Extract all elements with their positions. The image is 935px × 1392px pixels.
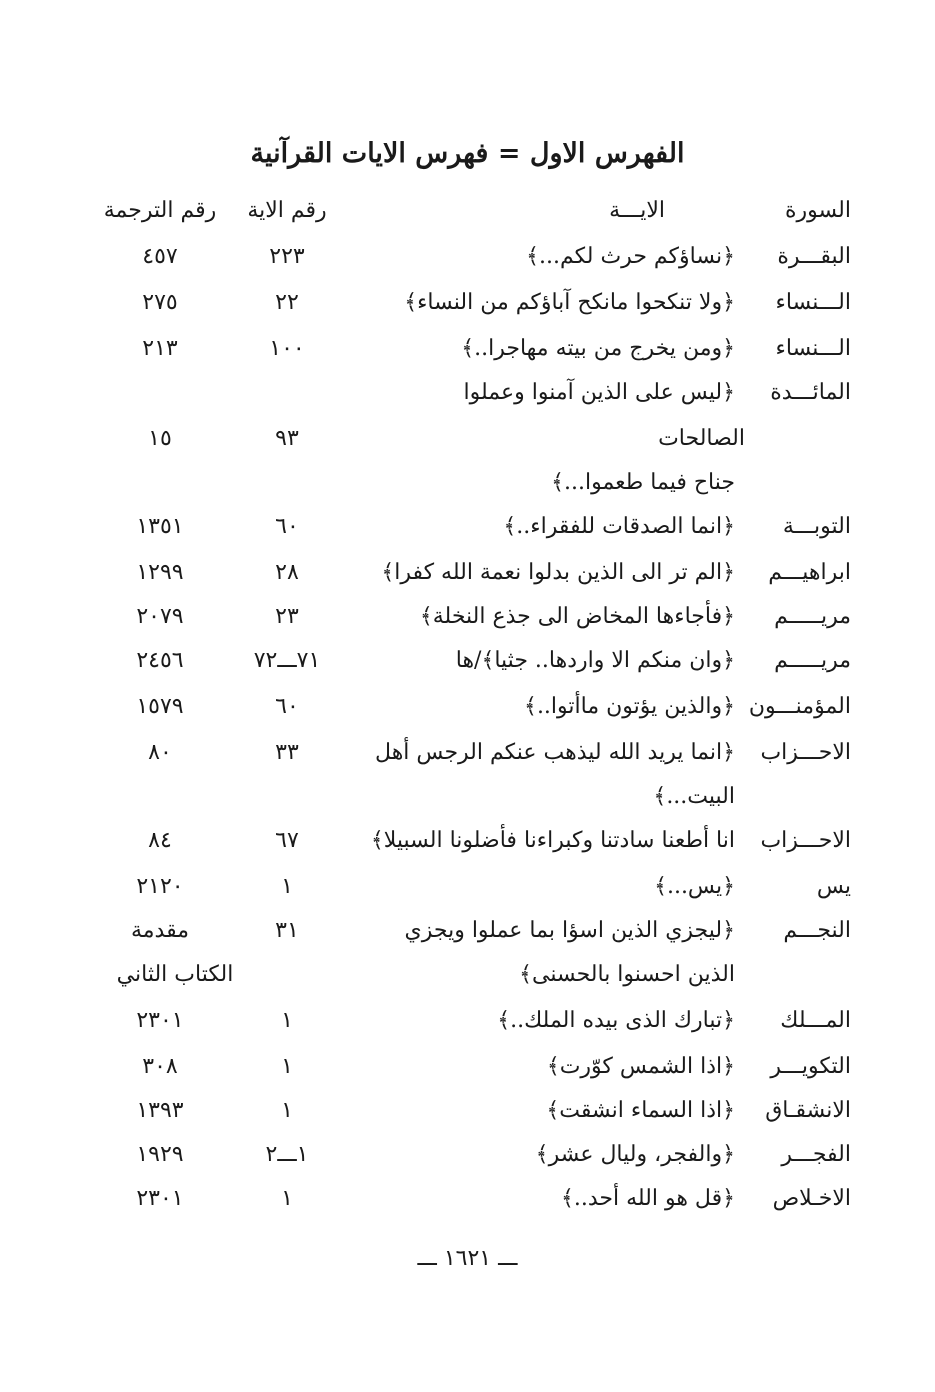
translation-number: ٢٠٧٩ xyxy=(136,604,184,629)
ayah-number: ١ـــ٢ xyxy=(265,1142,309,1167)
ayah-text: ﴿اذا السماء انشقت﴾ xyxy=(546,1098,735,1123)
ayah-text: ﴿والفجر، وليال عشر﴾ xyxy=(535,1142,735,1167)
translation-number: ١٣٩٣ xyxy=(136,1098,184,1123)
table-row xyxy=(0,1142,935,1186)
header-ayah: الايـــة xyxy=(609,198,665,223)
ayah-text: ﴿يس...﴾ xyxy=(654,874,735,899)
ayah-number: ١٠٠ xyxy=(269,336,305,361)
ayah-number: ١ xyxy=(281,1186,293,1211)
translation-number: ١٢٩٩ xyxy=(136,560,184,585)
surah-name: المائـــدة xyxy=(770,380,851,405)
table-row xyxy=(0,918,935,962)
table-row xyxy=(0,648,935,692)
ayah-number: ٣٣ xyxy=(275,740,299,765)
translation-number: ٢٣٠١ xyxy=(136,1008,184,1033)
ayah-text: ﴿ومن يخرج من بيته مهاجرا..﴾ xyxy=(461,336,735,361)
ayah-number: ٢٨ xyxy=(275,560,299,585)
translation-number: ٨٤ xyxy=(148,828,172,853)
table-row xyxy=(0,336,935,380)
translation-number: ٢٧٥ xyxy=(142,290,178,315)
table-row xyxy=(0,874,935,918)
translation-number: ٢١٣ xyxy=(142,336,178,361)
ayah-text: ﴿اذا الشمس كوّرت﴾ xyxy=(546,1054,735,1079)
ayah-text: انا أطعنا سادتنا وكبراءنا فأضلونا السبيلا﴾ xyxy=(370,828,735,853)
ayah-number: ٧١ـــ٧٢ xyxy=(253,648,321,673)
surah-name: المـــلك xyxy=(780,1008,851,1033)
ayah-text: ﴿وان منكم الا واردها.. جثيا﴾/ها xyxy=(455,648,735,673)
table-row xyxy=(0,470,935,514)
ayah-number: ٦٧ xyxy=(275,828,299,853)
ayah-text: البيت...﴾ xyxy=(653,784,735,809)
ayah-text: ﴿انما يريد الله ليذهب عنكم الرجس أهل xyxy=(375,740,735,765)
ayah-number: ٦٠ xyxy=(275,694,299,719)
table-row xyxy=(0,560,935,604)
translation-number: ٨٠ xyxy=(148,740,172,765)
translation-number: ٢١٢٠ xyxy=(136,874,184,899)
translation-number: الكتاب الثاني xyxy=(116,962,234,987)
ayah-number: ٢٢٣ xyxy=(269,244,305,269)
table-header xyxy=(0,198,935,242)
ayah-text: جناح فيما طعموا...﴾ xyxy=(551,470,735,495)
translation-number: ١٥ xyxy=(148,426,172,451)
translation-number: ٣٠٨ xyxy=(142,1054,178,1079)
table-row xyxy=(0,290,935,334)
table-row xyxy=(0,740,935,784)
surah-name: الانشقـاق xyxy=(765,1098,851,1123)
ayah-number: ١ xyxy=(281,1054,293,1079)
ayah-text: ﴿قل هو الله أحد..﴾ xyxy=(560,1186,735,1211)
translation-number: ١٣٥١ xyxy=(136,514,184,539)
translation-number: ٢٤٥٦ xyxy=(136,648,184,673)
table-row xyxy=(0,244,935,288)
ayah-number: ١ xyxy=(281,1098,293,1123)
table-row xyxy=(0,1054,935,1098)
ayah-number: ١ xyxy=(281,1008,293,1033)
ayah-text: الذين احسنوا بالحسنى﴾ xyxy=(519,962,735,987)
translation-number: ٤٥٧ xyxy=(142,244,178,269)
surah-name: الاخـلاص xyxy=(772,1186,851,1211)
table-row xyxy=(0,694,935,738)
surah-name: الفجـــر xyxy=(781,1142,851,1167)
table-row xyxy=(0,1186,935,1230)
header-ayah-number: رقم الاية xyxy=(247,198,327,223)
surah-name: الاحـــزاب xyxy=(760,740,851,765)
table-row xyxy=(0,514,935,558)
header-translation-number: رقم الترجمة xyxy=(103,198,217,223)
surah-name: الـــنساء xyxy=(775,336,851,361)
surah-name: الـــنساء xyxy=(775,290,851,315)
translation-number: ١٥٧٩ xyxy=(136,694,184,719)
page-number: ـــ ١٦٢١ ـــ xyxy=(417,1246,518,1271)
table-row xyxy=(0,828,935,872)
surah-name: التكويـــر xyxy=(770,1054,851,1079)
ayah-text: ﴿فأجاءها المخاض الى جذع النخلة﴾ xyxy=(419,604,735,629)
surah-name: التوبـــة xyxy=(782,514,851,539)
surah-name: البقـــرة xyxy=(777,244,851,269)
table-row xyxy=(0,1098,935,1142)
table-row xyxy=(0,426,935,470)
ayah-number: ١ xyxy=(281,874,293,899)
translation-number: ٢٣٠١ xyxy=(136,1186,184,1211)
ayah-number: ٩٣ xyxy=(275,426,299,451)
ayah-text: ﴿انما الصدقات للفقراء..﴾ xyxy=(503,514,735,539)
table-row xyxy=(0,962,935,1006)
ayah-number: ٢٢ xyxy=(275,290,299,315)
ayah-text: ﴿ليجزي الذين اسؤا بما عملوا ويجزي xyxy=(404,918,735,943)
header-surah: السورة xyxy=(785,198,851,223)
surah-name: المؤمنـــون xyxy=(748,694,851,719)
surah-name: النجـــم xyxy=(783,918,851,943)
ayah-text: ﴿الم تر الى الذين بدلوا نعمة الله كفرا﴾ xyxy=(381,560,735,585)
ayah-text: ﴿تبارك الذى بيده الملك..﴾ xyxy=(497,1008,735,1033)
ayah-number: ٢٣ xyxy=(275,604,299,629)
ayah-text: ﴿والذين يؤتون ماأتوا..﴾ xyxy=(524,694,735,719)
surah-name: يس xyxy=(816,874,851,899)
table-row xyxy=(0,1008,935,1052)
surah-name: ابراهيـــم xyxy=(768,560,851,585)
table-row xyxy=(0,380,935,424)
ayah-text: ﴿نساؤكم حرث لكم...﴾ xyxy=(526,244,735,269)
surah-name: الاحـــزاب xyxy=(760,828,851,853)
page-title: الفهرس الاول = فهرس الايات القرآنية xyxy=(250,138,685,169)
ayah-number: ٦٠ xyxy=(275,514,299,539)
table-row xyxy=(0,604,935,648)
translation-number: ١٩٢٩ xyxy=(136,1142,184,1167)
surah-name: مريـــــم xyxy=(774,648,851,673)
ayah-text: الصالحات xyxy=(658,426,745,451)
ayah-text: ﴿ليس على الذين آمنوا وعملوا xyxy=(463,380,735,405)
surah-name: مريـــــم xyxy=(774,604,851,629)
ayah-number: ٣١ xyxy=(275,918,299,943)
ayah-text: ﴿ولا تنكحوا مانكح آباؤكم من النساء﴾ xyxy=(404,290,735,315)
translation-number: مقدمة xyxy=(130,918,190,943)
table-row xyxy=(0,784,935,828)
